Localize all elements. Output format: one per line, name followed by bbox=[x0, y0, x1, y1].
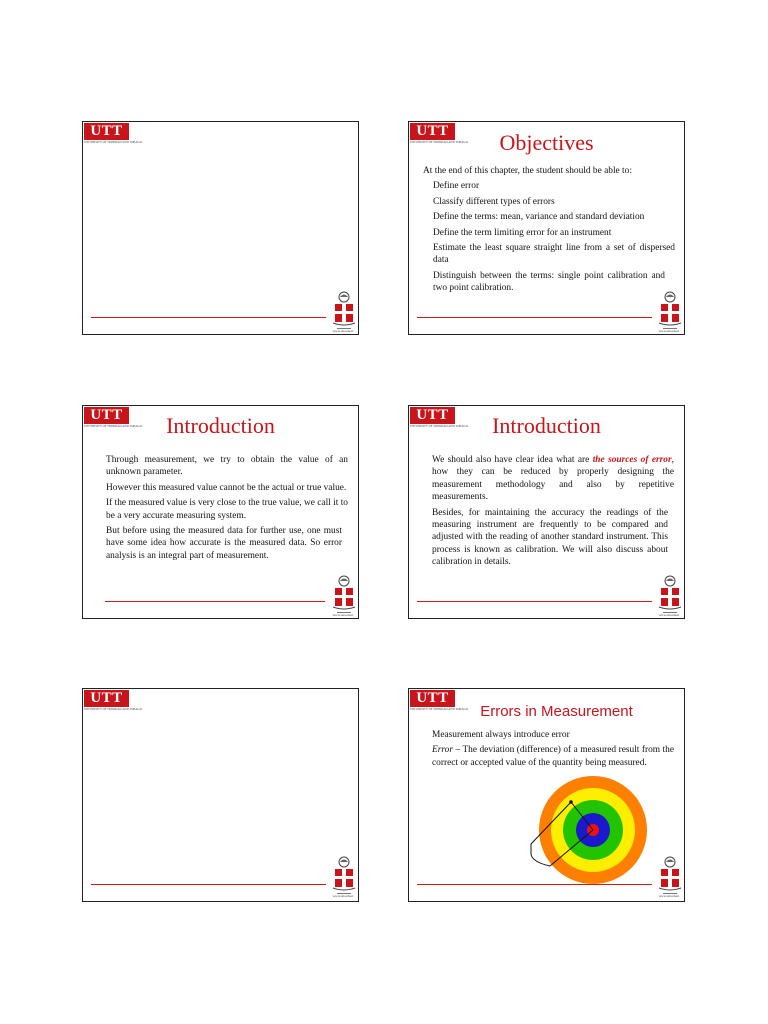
body-paragraph: However this measured value cannot be the actual or true value. bbox=[106, 482, 347, 493]
slide-body bbox=[106, 454, 348, 565]
body-paragraph: Measurement always introduce error bbox=[432, 730, 570, 740]
objective-item: Define error bbox=[433, 181, 480, 192]
utt-logo-text: UTT bbox=[410, 690, 455, 707]
body-paragraph: But before using the measured data for further use, one must have some idea how accurate is the measured data. So error analysis is an integral part of measurement. bbox=[106, 526, 342, 561]
error-term: Error bbox=[432, 745, 454, 756]
objectives-intro: At the end of this chapter, the student should be able to: bbox=[423, 166, 632, 176]
utt-logo bbox=[84, 690, 142, 714]
university-crest-icon bbox=[657, 855, 683, 899]
footer-line bbox=[91, 317, 326, 318]
utt-logo-subtext: UNIVERSITY OF TRINIDAD AND TOBAGO bbox=[84, 140, 142, 144]
utt-logo-subtext: UNIVERSITY OF TRINIDAD AND TOBAGO bbox=[84, 424, 142, 428]
target-diagram bbox=[524, 774, 654, 886]
university-crest-icon bbox=[657, 574, 683, 618]
footer-line bbox=[91, 884, 326, 885]
slide-title: Introduction bbox=[492, 413, 601, 438]
utt-logo-text: UTT bbox=[84, 407, 129, 424]
body-paragraph bbox=[432, 744, 674, 769]
objective-item: Estimate the least square straight line from a set of dispersed data bbox=[433, 243, 675, 266]
footer-line bbox=[417, 601, 652, 602]
university-crest-icon bbox=[331, 290, 357, 334]
body-paragraph: If the measured value is very close to the true value, we call it to be a very accurate measuring system. bbox=[106, 498, 348, 521]
university-crest-icon bbox=[331, 574, 357, 618]
paragraph-text: We should also have clear idea what are bbox=[432, 455, 593, 465]
utt-logo-subtext: UNIVERSITY OF TRINIDAD AND TOBAGO bbox=[84, 707, 142, 711]
objective-item: Classify different types of errors bbox=[433, 196, 555, 207]
crest-caption: www.utt.edu.tt bbox=[332, 329, 354, 333]
slide-body bbox=[423, 165, 675, 298]
crest-caption: www.utt.edu.tt bbox=[332, 613, 354, 617]
crest-caption: www.utt.edu.tt bbox=[658, 894, 680, 898]
slide-3-introduction bbox=[82, 405, 359, 619]
body-paragraph: Through measurement, we try to obtain the value of an unknown parameter. bbox=[106, 455, 348, 478]
utt-logo-text: UTT bbox=[84, 123, 129, 140]
measured-point bbox=[569, 800, 573, 804]
utt-logo-subtext: UNIVERSITY OF TRINIDAD AND TOBAGO bbox=[410, 140, 468, 144]
slide-title: Objectives bbox=[499, 130, 594, 155]
paragraph-text: , how they can be reduced by properly designing the measurement methodology and also by repetitive measurements. bbox=[432, 455, 674, 503]
university-crest-icon bbox=[657, 290, 683, 334]
university-crest-icon bbox=[331, 855, 357, 899]
error-definition: – The deviation (difference) of a measured result from the correct or accepted value of the quantity being measured. bbox=[432, 745, 674, 768]
slide-title: Errors in Measurement bbox=[480, 703, 633, 720]
slide-body bbox=[432, 454, 674, 572]
slide-2-objectives bbox=[408, 121, 685, 335]
utt-logo bbox=[84, 123, 142, 147]
slide-title: Introduction bbox=[166, 413, 275, 438]
utt-logo-text: UTT bbox=[84, 690, 129, 707]
slide-body bbox=[432, 729, 674, 772]
utt-logo-text: UTT bbox=[410, 123, 455, 140]
slide-5 bbox=[82, 688, 359, 902]
slide-1 bbox=[82, 121, 359, 335]
slide-4-introduction bbox=[408, 405, 685, 619]
utt-logo-subtext: UNIVERSITY OF TRINIDAD AND TOBAGO bbox=[410, 707, 468, 711]
highlight-sources-of-error: the sources of error bbox=[592, 455, 672, 465]
crest-caption: www.utt.edu.tt bbox=[332, 894, 354, 898]
footer-line bbox=[417, 317, 652, 318]
crest-caption: www.utt.edu.tt bbox=[658, 613, 680, 617]
footer-line bbox=[105, 601, 325, 602]
objective-item: Define the terms: mean, variance and standard deviation bbox=[433, 212, 645, 223]
utt-logo-text: UTT bbox=[410, 407, 455, 424]
slide-6-errors-in-measurement bbox=[408, 688, 685, 902]
utt-logo-subtext: UNIVERSITY OF TRINIDAD AND TOBAGO bbox=[410, 424, 468, 428]
crest-caption: www.utt.edu.tt bbox=[658, 329, 680, 333]
objective-item: Distinguish between the terms: single point calibration and two point calibration. bbox=[433, 270, 665, 294]
objectives-list bbox=[423, 180, 675, 294]
footer-line bbox=[417, 884, 652, 885]
body-paragraph bbox=[432, 454, 674, 504]
objective-item: Define the term limiting error for an instrument bbox=[433, 227, 612, 238]
body-paragraph: Besides, for maintaining the accuracy the readings of the measuring instrument are frequently to be compared and adjusted with the reading of another standard instrument. This process is known as calibration. We will also discuss about calibration in details. bbox=[432, 507, 668, 568]
